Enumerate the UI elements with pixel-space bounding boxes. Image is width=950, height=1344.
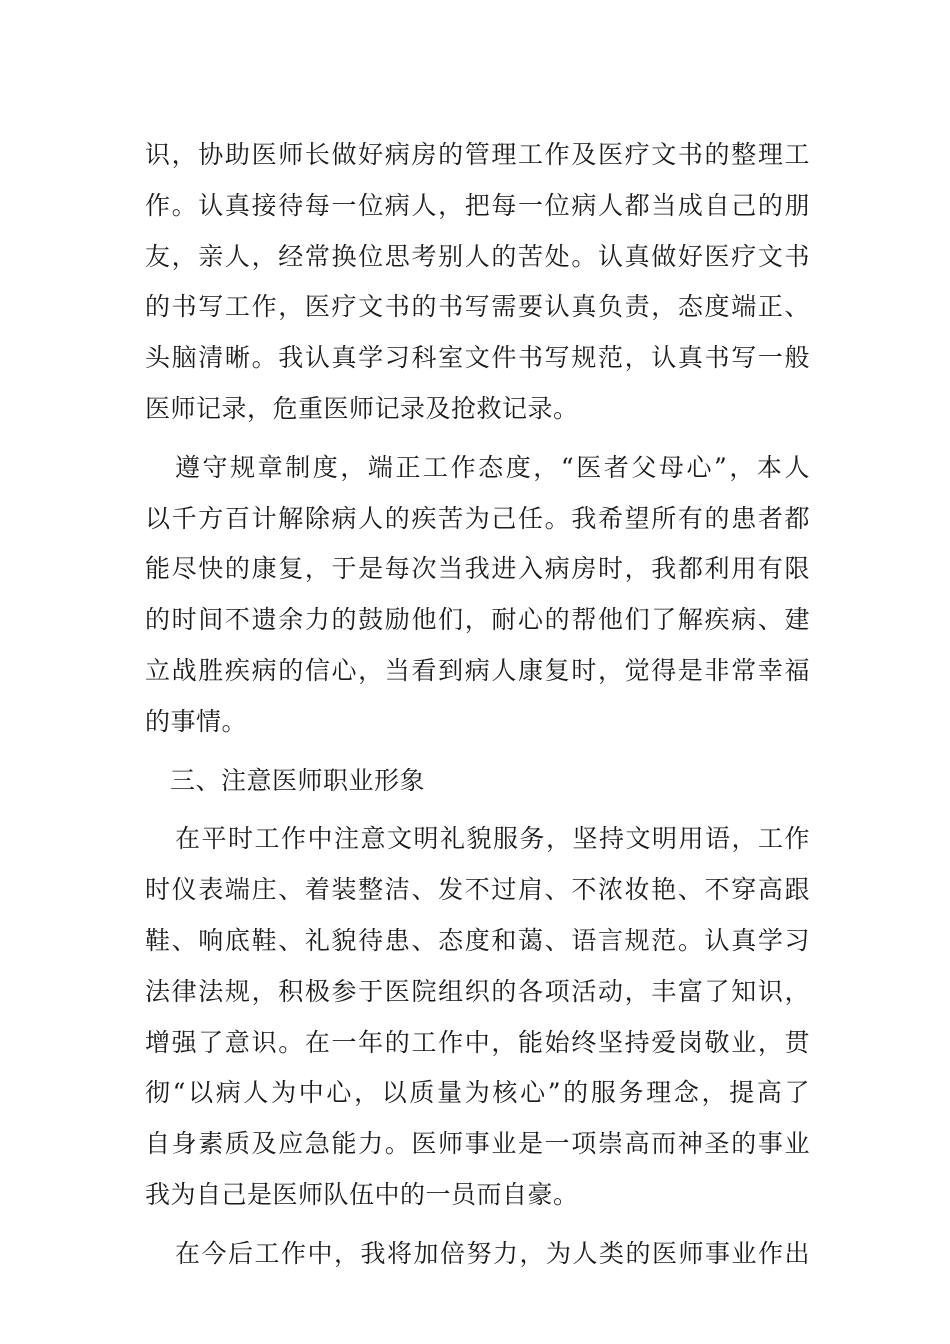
text-line: 作。认真接待每一位病人，把每一位病人都当成自己的朋	[145, 190, 810, 220]
document-body	[145, 130, 810, 1280]
text-line: 友，亲人，经常换位思考别人的苦处。认真做好医疗文书	[145, 241, 810, 271]
text-line: 以千方百计解除病人的疾苦为己任。我希望所有的患者都	[145, 503, 810, 533]
section-heading-text: 三、注意医师职业形象	[170, 765, 426, 795]
text-line: 在今后工作中，我将加倍努力，为人类的医师事业作出	[175, 1238, 810, 1268]
paragraph-1	[145, 130, 810, 435]
text-line: 增强了意识。在一年的工作中，能始终坚持爱岗敬业，贯	[145, 1027, 810, 1057]
text-line: 自身素质及应急能力。医师事业是一项崇高而神圣的事业	[145, 1129, 810, 1159]
text-line: 医师记录，危重医师记录及抢救记录。	[145, 393, 579, 423]
paragraph-3	[145, 814, 810, 1220]
text-line: 的事情。	[145, 706, 248, 736]
text-line: 时仪表端庄、着装整洁、发不过肩、不浓妆艳、不穿高跟	[145, 875, 810, 905]
text-line: 立战胜疾病的信心，当看到病人康复时，觉得是非常幸福	[145, 655, 810, 685]
text-line: 遵守规章制度，端正工作态度，“医者父母心”，本人	[175, 452, 810, 482]
text-line: 的时间不遗余力的鼓励他们，耐心的帮他们了解疾病、建	[145, 605, 810, 635]
text-line: 法律法规，积极参于医院组织的各项活动，丰富了知识，	[145, 976, 810, 1006]
text-line: 在平时工作中注意文明礼貌服务，坚持文明用语，工作	[175, 824, 810, 854]
text-line: 识，协助医师长做好病房的管理工作及医疗文书的整理工	[145, 140, 810, 169]
text-line: 我为自己是医师队伍中的一员而自豪。	[145, 1179, 579, 1209]
text-line: 的书写工作，医疗文书的书写需要认真负责，态度端正、	[145, 292, 810, 322]
paragraph-2	[145, 443, 810, 748]
text-line: 鞋、响底鞋、礼貌待患、态度和蔼、语言规范。认真学习	[145, 925, 810, 955]
section-heading	[145, 756, 810, 807]
text-line: 能尽快的康复，于是每次当我进入病房时，我都利用有限	[145, 554, 810, 584]
text-line: 彻“以病人为中心，以质量为核心”的服务理念，提高了	[145, 1078, 810, 1108]
text-line: 头脑清晰。我认真学习科室文件书写规范，认真书写一般	[145, 343, 810, 373]
paragraph-4	[145, 1229, 810, 1280]
